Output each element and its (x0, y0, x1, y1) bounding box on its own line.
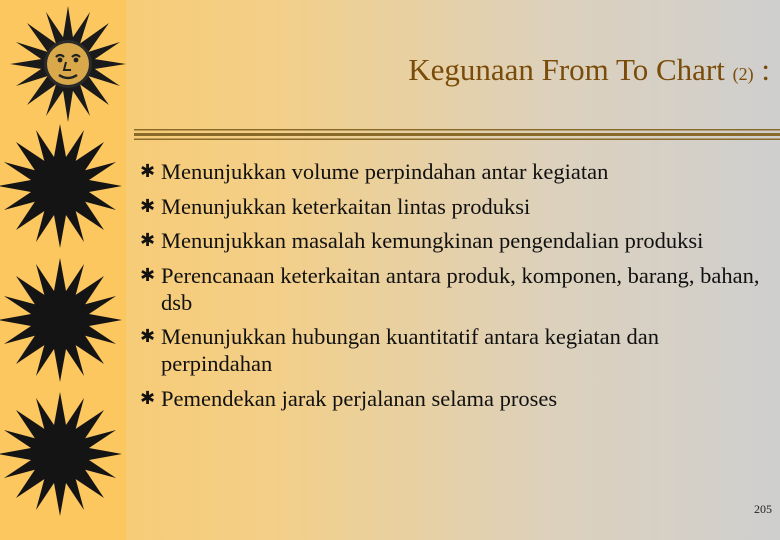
title-divider (134, 128, 780, 144)
bullet-text: Pemendekan jarak perjalanan selama proses (161, 385, 558, 411)
sun-face-icon (0, 0, 126, 130)
sun-icon (0, 386, 126, 522)
bullet-item (140, 227, 760, 254)
bullet-star-icon: ✱ (140, 264, 156, 286)
bullet-star-icon: ✱ (140, 387, 156, 409)
bullet-star-icon: ✱ (140, 195, 156, 217)
bullet-item (140, 323, 760, 377)
slide-title-text: Kegunaan From To Chart (408, 52, 725, 87)
bullet-list (140, 158, 760, 419)
bullet-item (140, 262, 760, 316)
bullet-item (140, 385, 760, 412)
sun-icon (0, 118, 126, 254)
bullet-star-icon: ✱ (140, 230, 156, 251)
slide-title-suffix: : (761, 52, 770, 87)
bullet-text: Menunjukkan hubungan kuantitatif antara kegiatan dan perpindahan (161, 324, 659, 376)
bullet-star-icon: ✱ (140, 161, 156, 182)
slide-title (200, 52, 770, 88)
page-number: 205 (754, 502, 772, 516)
bullet-item (140, 193, 760, 220)
bullet-item (140, 158, 760, 185)
bullet-star-icon: ✱ (140, 326, 156, 347)
left-decoration-strip (0, 0, 126, 540)
slide-title-note: (2) (732, 64, 754, 84)
sun-icon (0, 252, 126, 388)
bullet-text: Perencanaan keterkaitan antara produk, komponen, barang, bahan, dsb (161, 262, 760, 315)
bullet-text: Menunjukkan masalah kemungkinan pengendalian produksi (161, 228, 704, 253)
bullet-text: Menunjukkan keterkaitan lintas produksi (161, 193, 531, 219)
bullet-text: Menunjukkan volume perpindahan antar kegiatan (161, 159, 609, 184)
